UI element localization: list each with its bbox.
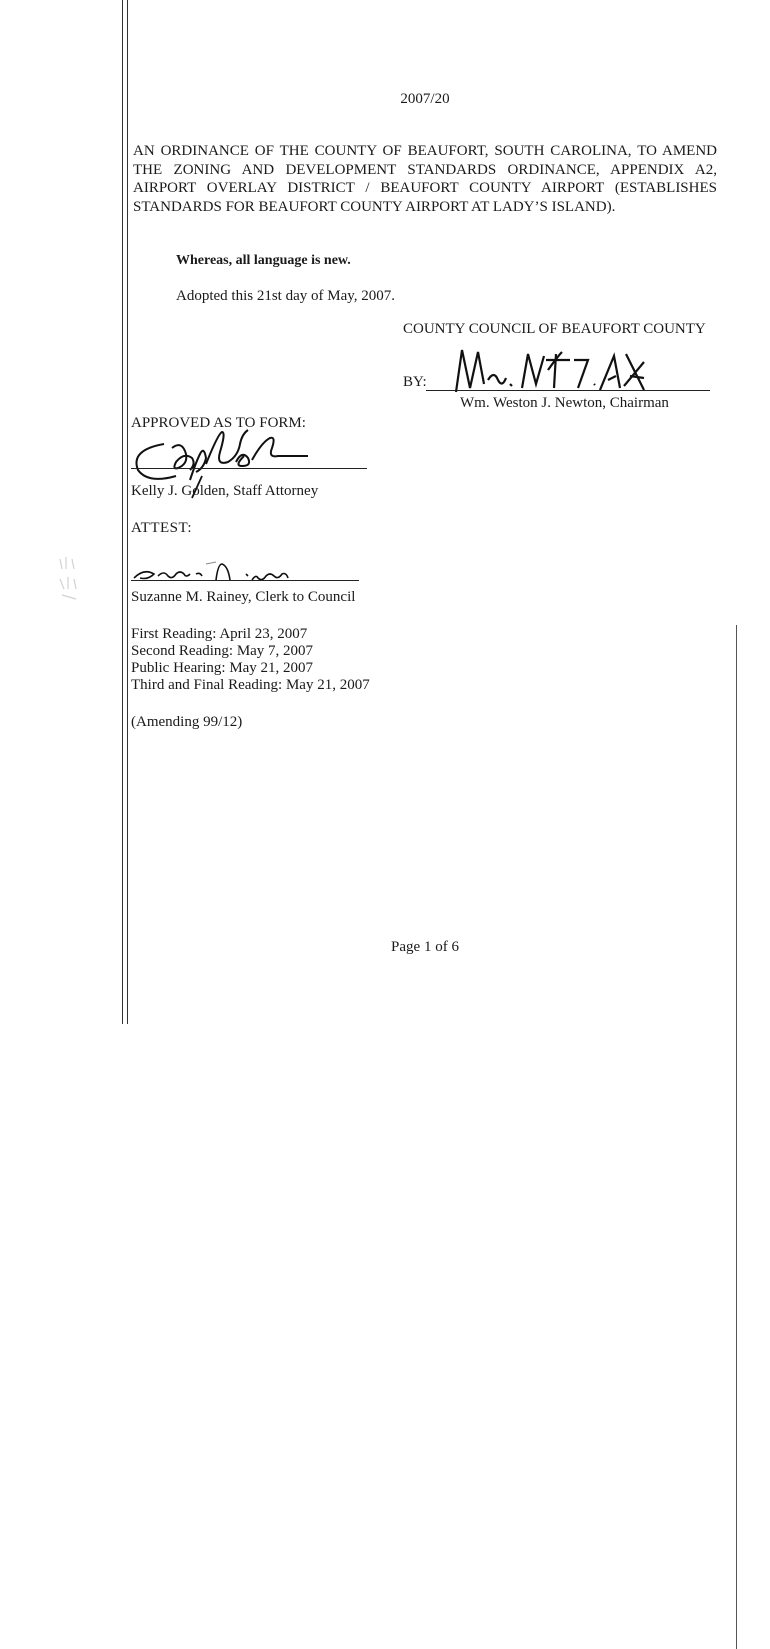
reading-public-hearing: Public Hearing: May 21, 2007	[131, 660, 314, 676]
amending-note: (Amending 99/12)	[131, 714, 243, 730]
chairman-signature-line	[426, 390, 710, 391]
page-number: Page 1 of 6	[391, 939, 459, 955]
clerk-signature-line	[131, 580, 359, 581]
left-margin-rule	[122, 0, 123, 1024]
ordinance-title: AN ORDINANCE OF THE COUNTY OF BEAUFORT, SOUTH CAROLINA, TO AMEND THE ZONING AND DEVELOPMENT STANDARDS ORDINANCE, APPENDIX A2, AIRPORT OVERLAY DISTRICT / BEAUFORT COUNTY AIRPORT (ESTABLISHES STANDARDS FOR BEAUFORT COUNTY AIRPORT AT LADY’S ISLAND).	[133, 143, 717, 215]
adopted-date: Adopted this 21st day of May, 2007.	[176, 288, 396, 304]
chairman-signature	[448, 340, 648, 400]
right-margin-rule	[736, 625, 737, 1649]
attest-label: ATTEST:	[131, 520, 193, 536]
reading-first: First Reading: April 23, 2007	[131, 626, 308, 642]
faded-margin-stamp	[56, 555, 82, 605]
by-label: BY:	[403, 374, 427, 390]
reading-third-final: Third and Final Reading: May 21, 2007	[131, 677, 370, 693]
attorney-signature-line	[131, 468, 367, 469]
council-heading: COUNTY COUNCIL OF BEAUFORT COUNTY	[403, 321, 706, 337]
clerk-name: Suzanne M. Rainey, Clerk to Council	[131, 589, 356, 605]
left-margin-rule-inner	[127, 0, 128, 1024]
reading-second: Second Reading: May 7, 2007	[131, 643, 314, 659]
attorney-name: Kelly J. Golden, Staff Attorney	[131, 483, 319, 499]
document-number: 2007/20	[400, 91, 450, 107]
whereas-clause: Whereas, all language is new.	[176, 253, 351, 268]
chairman-name: Wm. Weston J. Newton, Chairman	[460, 395, 669, 411]
approved-as-to-form-label: APPROVED AS TO FORM:	[131, 415, 306, 431]
